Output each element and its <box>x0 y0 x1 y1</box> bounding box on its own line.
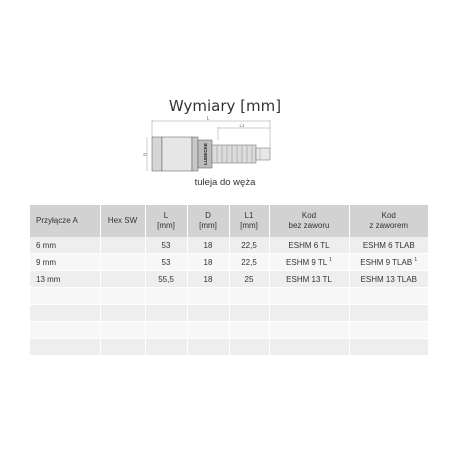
coupling-drawing <box>130 115 280 177</box>
cell-code-valve: ESHM 13 TLAB <box>349 271 428 288</box>
cell-connection <box>30 288 100 305</box>
cell-L <box>145 339 187 356</box>
cell-code-valve <box>349 339 428 356</box>
cell-code-no-valve: ESHM 9 TL $^1$ <box>269 254 349 271</box>
cell-hex <box>100 288 145 305</box>
cell-D <box>187 305 229 322</box>
cell-connection: 9 mm <box>30 254 100 271</box>
header-code-no-valve: Kod bez zaworu <box>269 205 349 237</box>
cell-L1 <box>229 305 269 322</box>
cell-connection <box>30 305 100 322</box>
cell-L <box>145 322 187 339</box>
header-D: D [mm] <box>187 205 229 237</box>
table-row <box>30 271 428 288</box>
cell-L1: 22,5 <box>229 254 269 271</box>
dim-L1-label: L1 <box>239 123 245 128</box>
cell-hex <box>100 237 145 254</box>
cell-D: 18 <box>187 271 229 288</box>
drawing-caption: tuleja do węża <box>194 177 256 188</box>
cell-code-no-valve <box>269 322 349 339</box>
cell-D <box>187 339 229 356</box>
footnote-mark: 1 <box>414 256 418 263</box>
cell-code-no-valve <box>269 288 349 305</box>
header-code-valve: Kod z zaworem <box>349 205 428 237</box>
header-connection: Przyłącze A <box>30 205 100 237</box>
cell-connection: 13 mm <box>30 271 100 288</box>
cell-hex <box>100 305 145 322</box>
cell-D: 18 <box>187 237 229 254</box>
cell-L1 <box>229 288 269 305</box>
dimensions-table <box>30 205 428 356</box>
table-row <box>30 322 428 339</box>
cell-L1 <box>229 339 269 356</box>
table-row <box>30 254 428 271</box>
cell-code-no-valve <box>269 339 349 356</box>
cell-hex <box>100 322 145 339</box>
cell-L1: 25 <box>229 271 269 288</box>
cell-L1 <box>229 322 269 339</box>
cell-connection: 6 mm <box>30 237 100 254</box>
cell-connection <box>30 322 100 339</box>
cell-L: 53 <box>145 254 187 271</box>
cell-code-valve: ESHM 9 TLAB $^1$ <box>349 254 428 271</box>
cell-code-no-valve: ESHM 6 TL <box>269 237 349 254</box>
cell-hex <box>100 271 145 288</box>
table-header-row <box>30 205 428 237</box>
cell-L <box>145 288 187 305</box>
cell-L <box>145 305 187 322</box>
header-L1: L1 [mm] <box>229 205 269 237</box>
cell-code-valve <box>349 322 428 339</box>
table-row <box>30 237 428 254</box>
footnote-mark: 1 <box>329 256 332 263</box>
cell-L1: 22,5 <box>229 237 269 254</box>
table-row <box>30 339 428 356</box>
dim-L-label: L <box>206 116 210 122</box>
page-title: Wymiary [mm] <box>168 97 282 115</box>
cell-code-valve <box>349 305 428 322</box>
cell-code-no-valve <box>269 305 349 322</box>
cell-code-valve: ESHM 6 TLAB <box>349 237 428 254</box>
cell-code-valve <box>349 288 428 305</box>
cell-D <box>187 288 229 305</box>
cell-D: 18 <box>187 254 229 271</box>
cell-hex <box>100 339 145 356</box>
dim-D-label: D <box>143 152 147 157</box>
brand-label: LUDECKE <box>203 143 208 165</box>
cell-connection <box>30 339 100 356</box>
table-row <box>30 288 428 305</box>
cell-L: 55,5 <box>145 271 187 288</box>
header-L: L [mm] <box>145 205 187 237</box>
cell-L: 53 <box>145 237 187 254</box>
cell-hex <box>100 254 145 271</box>
header-hex: Hex SW <box>100 205 145 237</box>
table-row <box>30 305 428 322</box>
cell-code-no-valve: ESHM 13 TL <box>269 271 349 288</box>
cell-D <box>187 322 229 339</box>
